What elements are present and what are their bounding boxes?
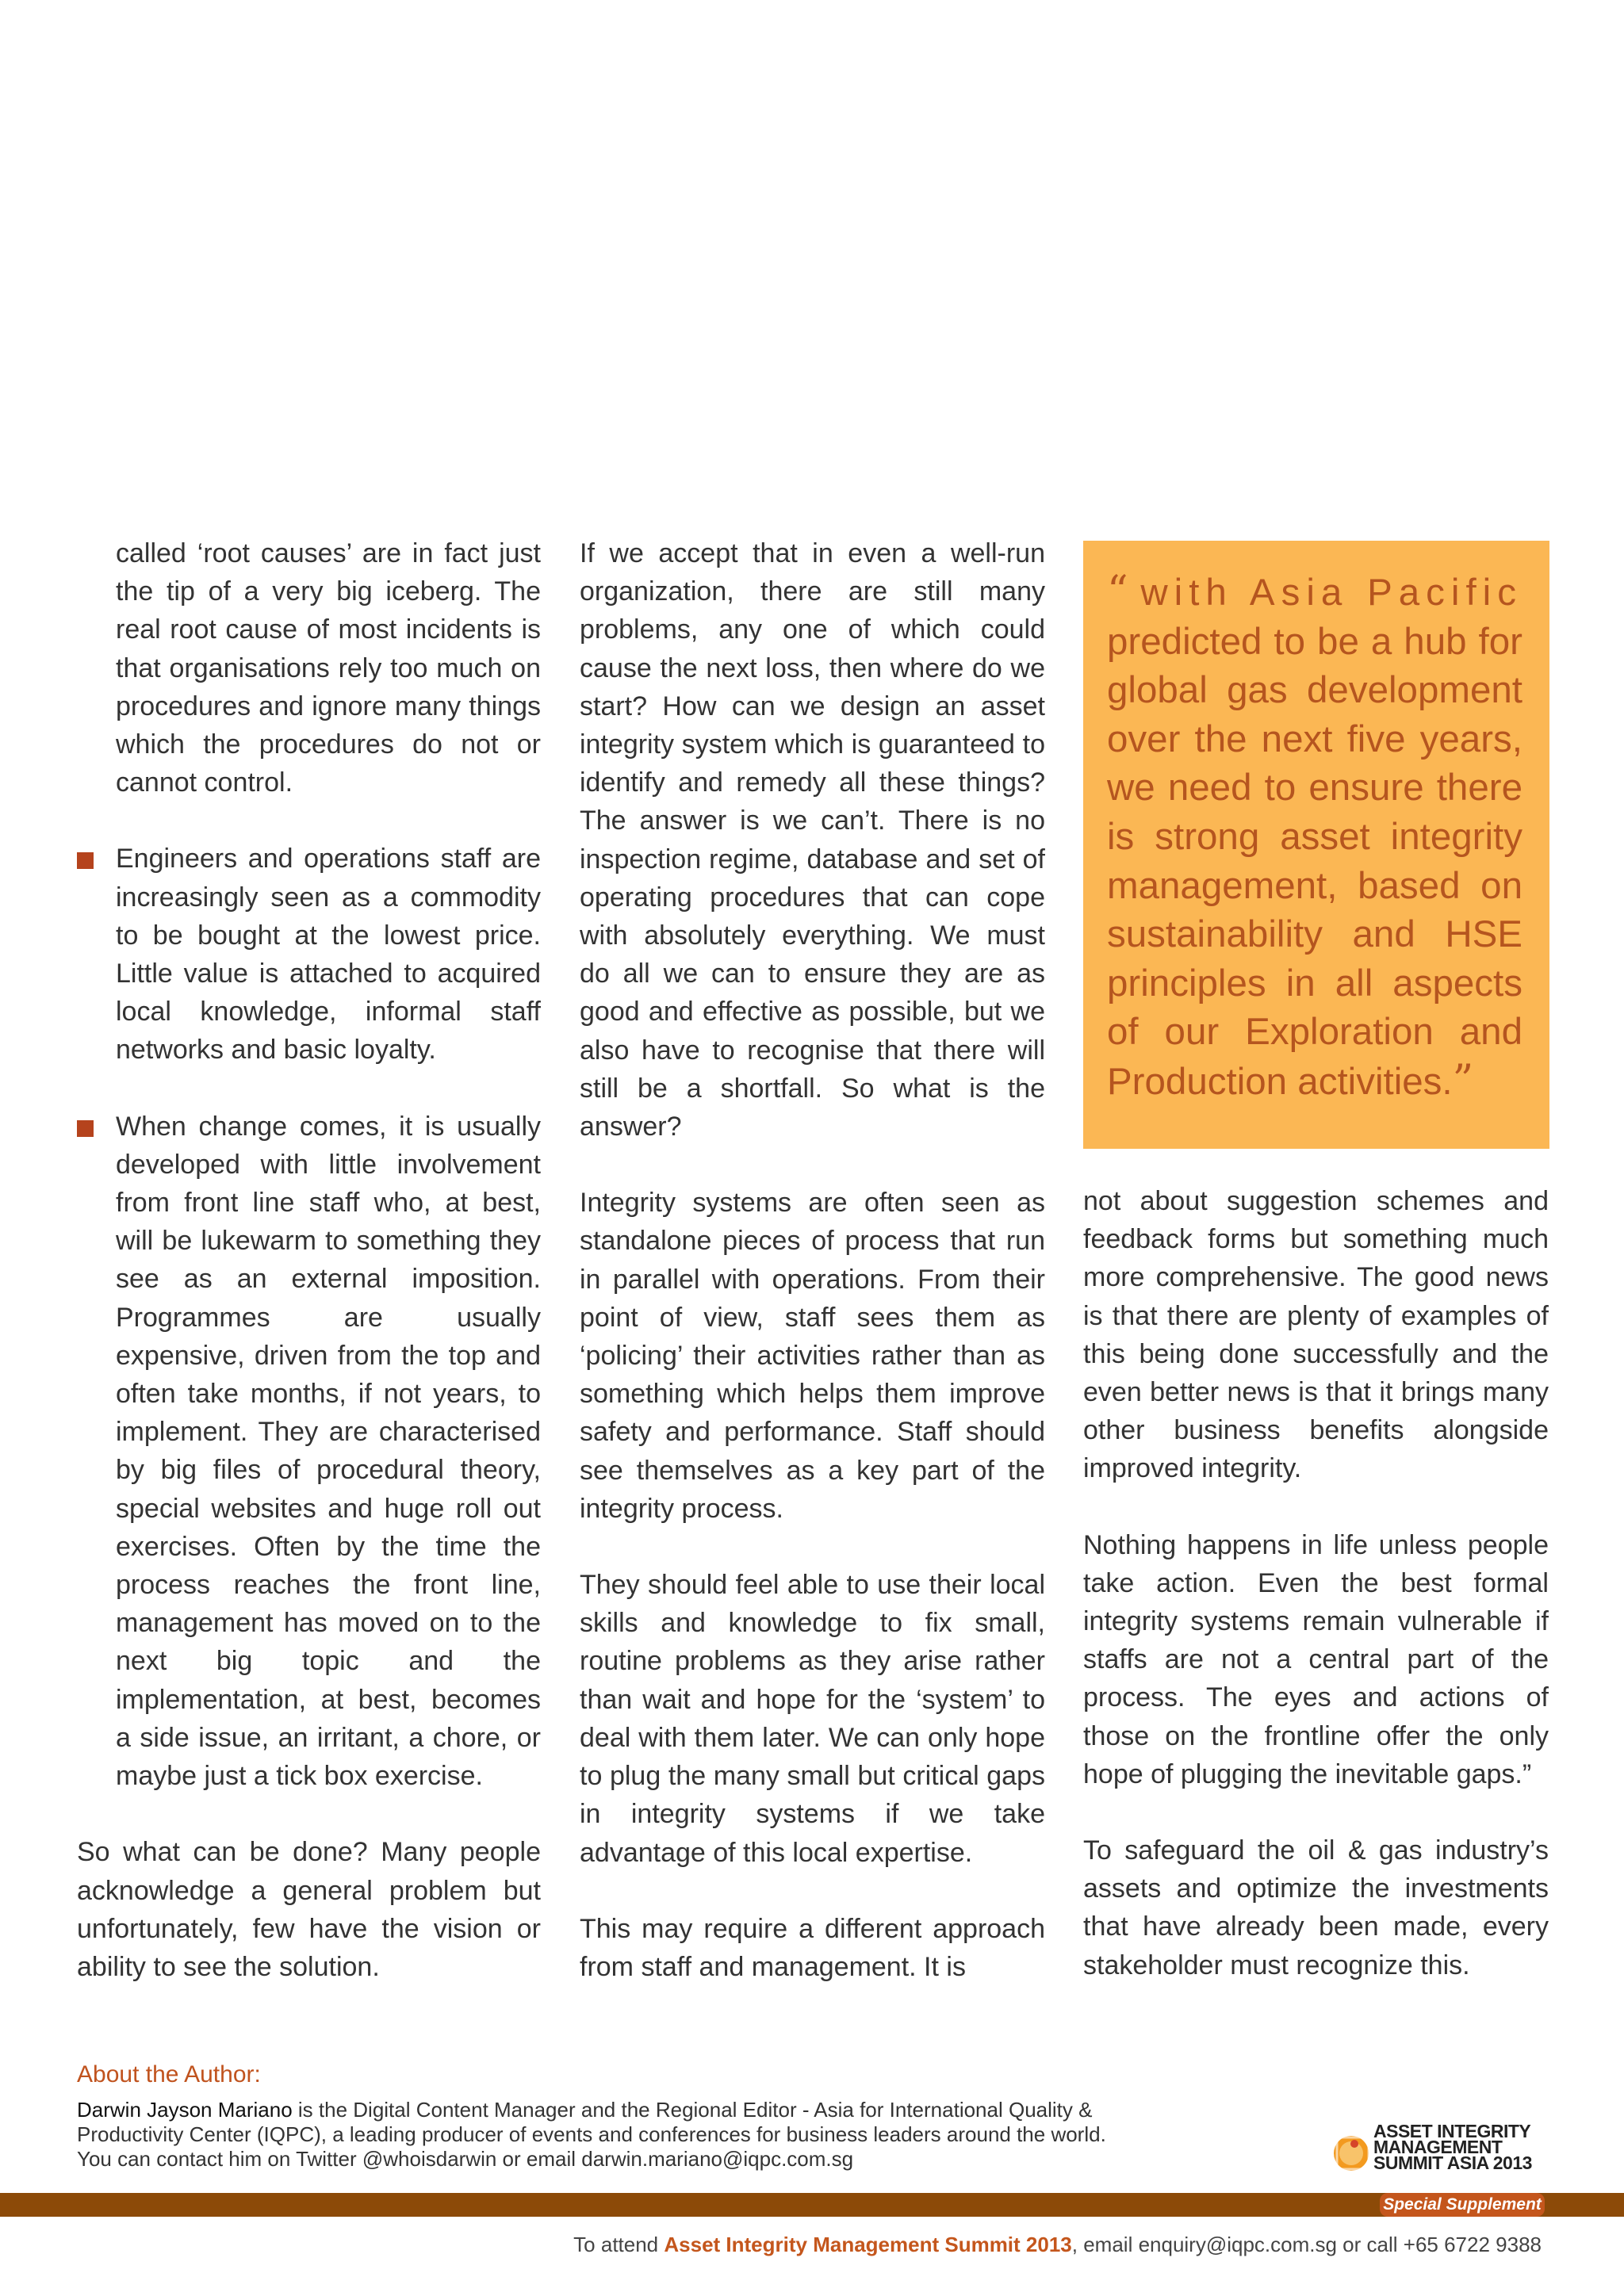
logo-line-2: MANAGEMENT [1373,2137,1503,2157]
pull-quote-box [1083,541,1549,1149]
about-author-text [77,2098,1132,2172]
bullet-square-icon [77,852,94,869]
column2-paragraph-1: If we accept that in even a well-run organization, there are still many problems, any one of which could cause the next loss, then where do we start? How can we design an asset integrity system which is guaranteed to identify and remedy all these things? The answer is we can’t. There is no inspection regime, database and set of operating procedures that can cope with absolutely everything. We must do all we can to ensure they are as good and effective as possible, but we also have to recognise that there will still be a shortfall. So what is the answer? [580,538,1045,1142]
article-column-1 [77,534,541,1986]
logo-line-1: ASSET INTEGRITY [1373,2121,1531,2141]
column3-paragraph-1: not about suggestion schemes and feedback forms but something much more comprehensive. The good news is that there are plenty of examples of this being done successfully and the even better news is that it brings many other business benefits alongside improved integrity. [1083,1186,1549,1484]
column3-paragraph-2: Nothing happens in life unless people take action. Even the best formal integrity systems remain vulnerable if staffs are not a central part of the process. The eyes and actions of those on the frontline offer the only hope of plugging the inevitable gaps.” [1083,1529,1549,1789]
footer-event-name: Asset Integrity Management Summit 2013 [664,2233,1072,2256]
author-bio: is the Digital Content Manager and the Regional Editor - Asia for International Quality & Productivity Center (IQPC), a leading producer of events and conferences for business leaders around the world. You can contact him on Twitter @whoisdarwin or email darwin.mariano@iqpc.com.sg [77,2098,1106,2171]
article-column-2 [580,534,1045,1986]
bullet-item-1 [77,840,541,1069]
footer-suffix: , email enquiry@iqpc.com.sg or call +65 6722 9388 [1071,2233,1542,2256]
logo-line-3: SUMMIT ASIA 2013 [1373,2152,1532,2173]
footer-prefix: To attend [573,2233,665,2256]
about-author-heading: About the Author: [77,2061,261,2087]
special-supplement-tab: Special Supplement [1380,2193,1545,2217]
bullet-item-2 [77,1108,541,1796]
open-quote-mark: “ [1107,568,1128,615]
column2-paragraph-4: This may require a different approach from staff and management. It is [580,1913,1045,1982]
pull-quote-text: predicted to be a hub for global gas development over the next five years, we need to ensure there is strong asset integrity management, based on sustainability and HSE principles in all aspects of our Exploration and Production activities. [1107,620,1522,1103]
pull-quote-lead: with Asia Pacific [1140,572,1522,614]
summit-logo [1332,2122,1546,2177]
column1-paragraph-2: So what can be done? Many people acknowledge a general problem but unfortunately, few have the vision or ability to see the solution. [77,1837,541,1982]
article-column-3 [1083,1182,1549,1984]
author-name: Darwin Jayson Mariano [77,2098,293,2122]
column1-paragraph-1: called ‘root causes’ are in fact just the tip of a very big iceberg. The real root cause of most incidents is that organisations rely too much on procedures and ignore many things which the procedures do not or cannot control. [116,538,541,798]
footer-contact-line [573,2233,1542,2257]
bullet-item-1-text: Engineers and operations staff are increasingly seen as a commodity to be bought at the lowest price. Little value is attached to acquired local knowledge, informal staff networks and basic loyalty. [116,844,541,1066]
bullet-item-2-text: When change comes, it is usually developed with little involvement from front line staff who, at best, will be lukewarm to something they see as an external imposition. Programmes are usually expensive, driven from the top and often take months, if not years, to implement. They are characterised by big files of procedural theory, special websites and huge roll out exercises. Often by the time the process reaches the front line, management has moved on to the next big topic and the implementation, at best, becomes a side issue, an irritant, a chore, or maybe just a tick box exercise. [116,1111,541,1792]
summit-logo-icon [1332,2128,1373,2175]
close-quote-mark: ” [1452,1056,1474,1104]
bullet-square-icon [77,1120,94,1137]
column3-paragraph-3: To safeguard the oil & gas industry’s assets and optimize the investments that have already been made, every stakeholder must recognize this. [1083,1835,1549,1980]
column2-paragraph-2: Integrity systems are often seen as standalone pieces of process that run in parallel with operations. From their point of view, staff sees them as ‘policing’ their activities rather than as something which helps them improve safety and performance. Staff should see themselves as a key part of the integrity process. [580,1188,1045,1524]
column2-paragraph-3: They should feel able to use their local skills and knowledge to fix small, routine problems as they arise rather than wait and hope for the ‘system’ to deal with them later. We can only hope to plug the many small but critical gaps in integrity systems if we take advantage of this local expertise. [580,1570,1045,1868]
